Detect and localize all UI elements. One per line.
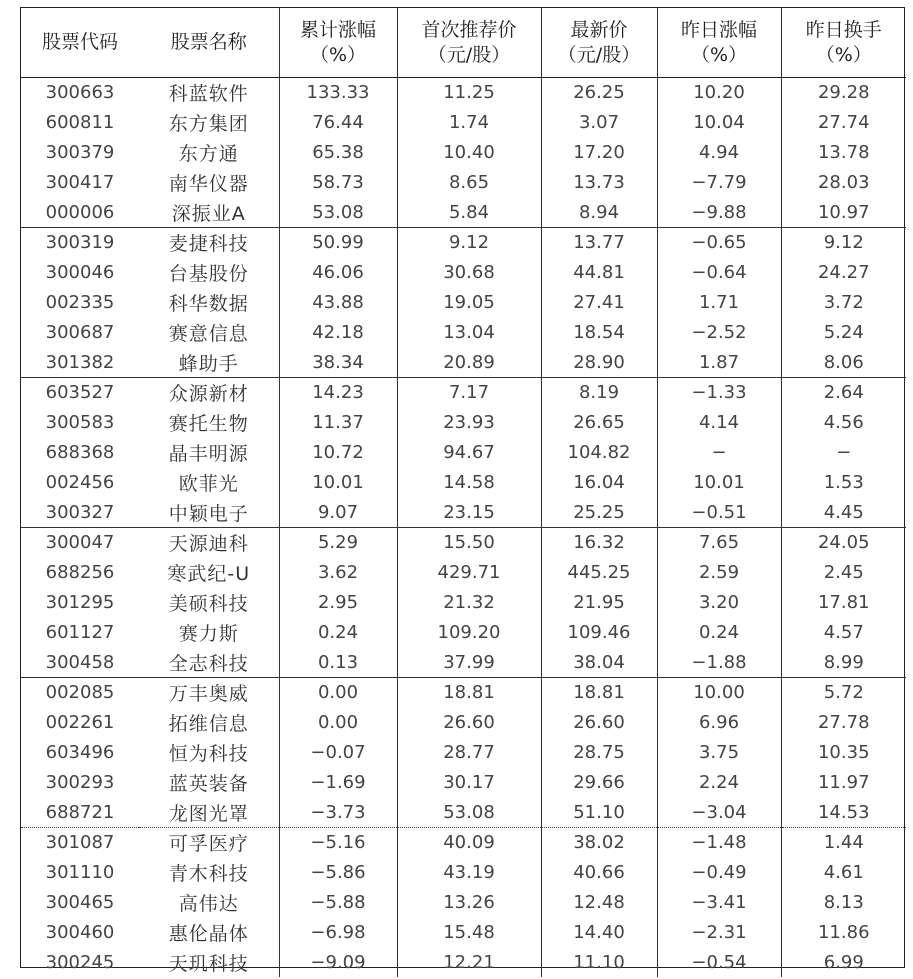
table-row [21,497,906,527]
header-line2: （元/股） [427,43,511,66]
cell-first-recommend-price: 11.25 [397,78,541,108]
cell-first-recommend-price: 109.20 [397,617,541,647]
cell-first-recommend-price: 20.89 [397,347,541,377]
cell-cumulative-gain: 65.38 [279,138,397,168]
cell-first-recommend-price: 21.32 [397,588,541,618]
cell-stock-name: 美硕科技 [168,592,249,615]
header-latest-price [541,8,657,78]
cell-stock-code: 300245 [45,951,115,973]
cell-stock-code: 688368 [45,441,115,463]
cell-cumulative-gain: 0.24 [279,617,397,647]
table-row [21,947,906,977]
cell-yesterday-turnover: 27.74 [781,108,906,138]
cell-yesterday-turnover: 13.78 [781,138,906,168]
cell-yesterday-turnover: 28.03 [781,167,906,197]
cell-stock-name: 晶丰明源 [168,442,249,465]
cell-stock-name: 台基股份 [168,263,249,286]
table-row [21,797,906,827]
header-line1: 股票代码 [41,31,118,53]
cell-yesterday-turnover: 4.61 [781,858,906,888]
cell-yesterday-turnover: 4.45 [781,497,906,527]
table-row [21,108,906,138]
cell-stock-name: 赛力斯 [178,622,239,645]
cell-yesterday-turnover: 2.45 [781,558,906,588]
cell-yesterday-gain: −1.88 [657,647,781,677]
cell-yesterday-gain: 10.20 [657,78,781,108]
cell-cumulative-gain: 2.95 [279,588,397,618]
cell-first-recommend-price: 14.58 [397,467,541,497]
cell-cumulative-gain: −9.09 [279,947,397,977]
table-row [21,347,906,377]
table-row [21,617,906,647]
cell-yesterday-gain: 0.24 [657,617,781,647]
cell-yesterday-gain: −0.49 [657,858,781,888]
cell-cumulative-gain: −1.69 [279,767,397,797]
cell-latest-price: 16.04 [541,467,657,497]
cell-yesterday-gain: 1.87 [657,347,781,377]
header-yesterday-turnover [781,8,906,78]
cell-cumulative-gain: 42.18 [279,317,397,347]
cell-first-recommend-price: 10.40 [397,138,541,168]
cell-stock-code: 300379 [45,141,115,163]
cell-cumulative-gain: −0.07 [279,738,397,768]
cell-first-recommend-price: 23.15 [397,497,541,527]
cell-stock-code: 300460 [45,921,115,943]
cell-latest-price: 18.81 [541,677,657,707]
cell-first-recommend-price: 30.17 [397,767,541,797]
cell-stock-code: 603496 [45,741,115,763]
cell-stock-name: 天玑科技 [168,952,249,975]
cell-stock-code: 300583 [45,412,115,434]
cell-latest-price: 13.73 [541,167,657,197]
cell-latest-price: 104.82 [541,438,657,468]
header-cumulative-gain [279,8,397,78]
cell-first-recommend-price: 37.99 [397,647,541,677]
cell-stock-name: 惠伦晶体 [168,922,249,945]
cell-yesterday-turnover: 1.53 [781,467,906,497]
cell-stock-code: 301087 [45,832,115,854]
cell-yesterday-turnover: 1.44 [781,827,906,857]
cell-yesterday-gain: 2.24 [657,767,781,797]
cell-yesterday-gain: −7.79 [657,167,781,197]
cell-stock-name: 麦捷科技 [168,233,249,256]
cell-stock-code: 300417 [45,171,115,193]
cell-stock-name: 欧菲光 [178,472,239,495]
table-row [21,647,906,677]
cell-first-recommend-price: 15.50 [397,527,541,557]
cell-stock-code: 301110 [45,862,115,884]
table-row [21,677,906,707]
cell-latest-price: 12.48 [541,888,657,918]
cell-first-recommend-price: 40.09 [397,827,541,857]
cell-yesterday-turnover: 8.99 [781,647,906,677]
cell-stock-name: 众源新材 [168,383,249,406]
cell-cumulative-gain: 53.08 [279,197,397,227]
cell-yesterday-gain: − [657,438,781,468]
header-line1: 累计涨幅 [299,18,376,41]
cell-first-recommend-price: 429.71 [397,558,541,588]
cell-yesterday-gain: −3.04 [657,797,781,827]
header-line2: （元/股） [557,43,641,66]
cell-stock-code: 300319 [45,232,115,254]
cell-cumulative-gain: 5.29 [279,527,397,557]
cell-latest-price: 27.41 [541,288,657,318]
cell-yesterday-gain: 6.96 [657,708,781,738]
cell-cumulative-gain: −5.88 [279,888,397,918]
table-row [21,708,906,738]
cell-cumulative-gain: −5.86 [279,858,397,888]
cell-yesterday-gain: 10.04 [657,108,781,138]
cell-yesterday-gain: −0.65 [657,227,781,257]
table-row [21,888,906,918]
cell-first-recommend-price: 18.81 [397,677,541,707]
cell-cumulative-gain: 11.37 [279,408,397,438]
table-row [21,258,906,288]
cell-first-recommend-price: 19.05 [397,288,541,318]
cell-latest-price: 18.54 [541,317,657,347]
cell-yesterday-turnover: 6.99 [781,947,906,977]
header-line1: 昨日换手 [805,18,882,41]
cell-stock-name: 青木科技 [168,863,249,886]
cell-yesterday-turnover: 8.06 [781,347,906,377]
table-row [21,467,906,497]
cell-latest-price: 16.32 [541,527,657,557]
table-row [21,408,906,438]
table-row [21,317,906,347]
cell-latest-price: 8.19 [541,377,657,407]
cell-stock-code: 300293 [45,771,115,793]
header-line2: （%） [309,43,367,66]
cell-stock-name: 全志科技 [139,647,279,677]
header-stock-name [139,8,279,78]
cell-latest-price: 11.10 [541,947,657,977]
cell-first-recommend-price: 12.21 [397,947,541,977]
table-row [21,438,906,468]
cell-stock-code: 300687 [45,321,115,343]
header-line2: （%） [690,43,748,66]
cell-yesterday-gain: −2.52 [657,317,781,347]
table-row [21,138,906,168]
cell-stock-code: 300458 [21,647,139,677]
header-line2: （%） [815,43,872,66]
cell-cumulative-gain: 9.07 [279,497,397,527]
header-line1: 首次推荐价 [421,18,517,41]
cell-first-recommend-price: 13.04 [397,317,541,347]
cell-cumulative-gain: −6.98 [279,917,397,947]
cell-yesterday-turnover: 5.24 [781,317,906,347]
cell-first-recommend-price: 23.93 [397,408,541,438]
cell-first-recommend-price: 1.74 [397,108,541,138]
cell-cumulative-gain: 10.01 [279,467,397,497]
cell-yesterday-gain: −0.51 [657,497,781,527]
table-row [21,767,906,797]
cell-stock-name: 寒武纪-U [167,563,251,586]
cell-first-recommend-price: 15.48 [397,917,541,947]
cell-stock-name: 蓝英装备 [168,772,249,795]
cell-yesterday-turnover: 17.81 [781,588,906,618]
cell-yesterday-turnover: 29.28 [781,78,906,108]
cell-latest-price: 51.10 [541,797,657,827]
cell-stock-name: 高伟达 [178,892,239,915]
cell-yesterday-gain: −9.88 [657,197,781,227]
cell-stock-name: 赛托生物 [168,413,249,436]
cell-latest-price: 29.66 [541,767,657,797]
cell-yesterday-turnover: 3.72 [781,288,906,318]
cell-cumulative-gain: 0.13 [279,647,397,677]
cell-stock-name: 深振业A [139,197,279,227]
cell-yesterday-gain: −0.64 [657,258,781,288]
cell-stock-name: 天源迪科 [168,533,249,556]
cell-cumulative-gain: −5.16 [279,827,397,857]
cell-cumulative-gain: −3.73 [279,797,397,827]
cell-yesterday-gain: 3.75 [657,738,781,768]
cell-yesterday-turnover: 10.97 [781,197,906,227]
cell-stock-name: 蜂助手 [139,347,279,377]
table-row [21,377,906,407]
cell-stock-code: 300663 [45,82,115,104]
cell-latest-price: 44.81 [541,258,657,288]
cell-stock-code: 002261 [45,712,115,734]
cell-first-recommend-price: 7.17 [397,377,541,407]
cell-first-recommend-price: 28.77 [397,738,541,768]
cell-latest-price: 14.40 [541,917,657,947]
cell-cumulative-gain: 50.99 [279,227,397,257]
cell-yesterday-turnover: 24.27 [781,258,906,288]
cell-stock-name: 赛意信息 [168,322,249,345]
cell-latest-price: 17.20 [541,138,657,168]
cell-first-recommend-price: 94.67 [397,438,541,468]
cell-stock-code: 300046 [45,262,115,284]
cell-cumulative-gain: 14.23 [279,377,397,407]
cell-stock-code: 301382 [21,347,139,377]
cell-cumulative-gain: 58.73 [279,167,397,197]
table-row [21,197,906,227]
cell-stock-code: 300465 [45,891,115,913]
cell-yesterday-turnover: 5.72 [781,677,906,707]
cell-stock-code: 002335 [45,291,115,313]
cell-first-recommend-price: 43.19 [397,858,541,888]
cell-stock-code: 000006 [21,197,139,227]
cell-stock-name: 万丰奥威 [168,683,249,706]
cell-stock-code: 002085 [45,682,115,704]
cell-stock-code: 301295 [45,591,115,613]
cell-yesterday-turnover: 2.64 [781,377,906,407]
header-yesterday-gain [657,8,781,78]
cell-stock-name: 东方集团 [168,113,249,136]
cell-first-recommend-price: 26.60 [397,708,541,738]
cell-stock-code: 688721 [21,797,139,827]
header-line1: 最新价 [570,18,628,41]
cell-first-recommend-price: 13.26 [397,888,541,918]
cell-first-recommend-price: 53.08 [397,797,541,827]
cell-stock-code: 601127 [45,621,115,643]
cell-yesterday-turnover: 9.12 [781,227,906,257]
cell-latest-price: 13.77 [541,227,657,257]
cell-stock-code: 603527 [45,382,115,404]
table-row [21,527,906,557]
cell-latest-price: 26.25 [541,78,657,108]
cell-cumulative-gain: 0.00 [279,677,397,707]
cell-cumulative-gain: 76.44 [279,108,397,138]
cell-yesterday-gain: 4.94 [657,138,781,168]
cell-yesterday-gain: −0.54 [657,947,781,977]
cell-yesterday-turnover: 11.97 [781,767,906,797]
cell-stock-name: 科蓝软件 [168,83,249,106]
cell-yesterday-gain: −3.41 [657,888,781,918]
cell-first-recommend-price: 5.84 [397,197,541,227]
cell-first-recommend-price: 9.12 [397,227,541,257]
cell-latest-price: 26.60 [541,708,657,738]
header-stock-code [21,8,139,78]
cell-yesterday-turnover: − [781,438,906,468]
cell-latest-price: 28.90 [541,347,657,377]
cell-yesterday-turnover: 24.05 [781,527,906,557]
cell-yesterday-gain: 3.20 [657,588,781,618]
header-line1: 股票名称 [170,31,247,53]
cell-stock-name: 可孚医疗 [168,833,249,856]
cell-stock-name: 恒为科技 [168,742,249,765]
cell-stock-name: 拓维信息 [168,713,249,736]
cell-yesterday-gain: −1.33 [657,377,781,407]
cell-yesterday-gain: −1.48 [657,827,781,857]
cell-yesterday-gain: 10.01 [657,467,781,497]
table-row [21,738,906,768]
cell-first-recommend-price: 30.68 [397,258,541,288]
cell-yesterday-turnover: 4.56 [781,408,906,438]
table-row [21,227,906,257]
cell-yesterday-turnover: 8.13 [781,888,906,918]
cell-cumulative-gain: 38.34 [279,347,397,377]
cell-first-recommend-price: 8.65 [397,167,541,197]
cell-yesterday-turnover: 4.57 [781,617,906,647]
cell-latest-price: 3.07 [541,108,657,138]
table-row [21,558,906,588]
cell-stock-name: 中颖电子 [139,497,279,527]
cell-stock-code: 300327 [21,497,139,527]
cell-stock-name: 科华数据 [168,292,249,315]
header-line1: 昨日涨幅 [680,18,757,41]
table-row [21,827,906,857]
cell-stock-name: 南华仪器 [168,172,249,195]
table-row [21,78,906,108]
stock-recommendation-table [21,8,906,977]
cell-yesterday-turnover: 14.53 [781,797,906,827]
cell-latest-price: 40.66 [541,858,657,888]
header-row [21,8,906,78]
cell-cumulative-gain: 133.33 [279,78,397,108]
cell-yesterday-gain: 1.71 [657,288,781,318]
cell-cumulative-gain: 3.62 [279,558,397,588]
cell-cumulative-gain: 10.72 [279,438,397,468]
stock-table-frame [20,7,905,975]
cell-yesterday-gain: 4.14 [657,408,781,438]
cell-stock-name: 龙图光罩 [139,797,279,827]
table-row [21,167,906,197]
cell-stock-code: 300047 [45,532,115,554]
cell-yesterday-gain: 2.59 [657,558,781,588]
cell-cumulative-gain: 46.06 [279,258,397,288]
table-row [21,858,906,888]
table-row [21,588,906,618]
cell-latest-price: 38.04 [541,647,657,677]
cell-latest-price: 21.95 [541,588,657,618]
cell-cumulative-gain: 43.88 [279,288,397,318]
cell-yesterday-gain: 10.00 [657,677,781,707]
cell-stock-name: 东方通 [178,142,239,165]
cell-stock-code: 002456 [45,471,115,493]
cell-latest-price: 8.94 [541,197,657,227]
cell-cumulative-gain: 0.00 [279,708,397,738]
cell-latest-price: 38.02 [541,827,657,857]
table-body [21,78,906,977]
cell-yesterday-turnover: 11.86 [781,917,906,947]
table-row [21,917,906,947]
cell-yesterday-gain: −2.31 [657,917,781,947]
cell-latest-price: 109.46 [541,617,657,647]
cell-latest-price: 26.65 [541,408,657,438]
cell-yesterday-turnover: 27.78 [781,708,906,738]
cell-latest-price: 28.75 [541,738,657,768]
cell-stock-code: 688256 [45,562,115,584]
cell-latest-price: 25.25 [541,497,657,527]
cell-latest-price: 445.25 [541,558,657,588]
cell-stock-code: 600811 [45,112,115,134]
table-row [21,288,906,318]
cell-yesterday-turnover: 10.35 [781,738,906,768]
header-first-recommend-price [397,8,541,78]
cell-yesterday-gain: 7.65 [657,527,781,557]
